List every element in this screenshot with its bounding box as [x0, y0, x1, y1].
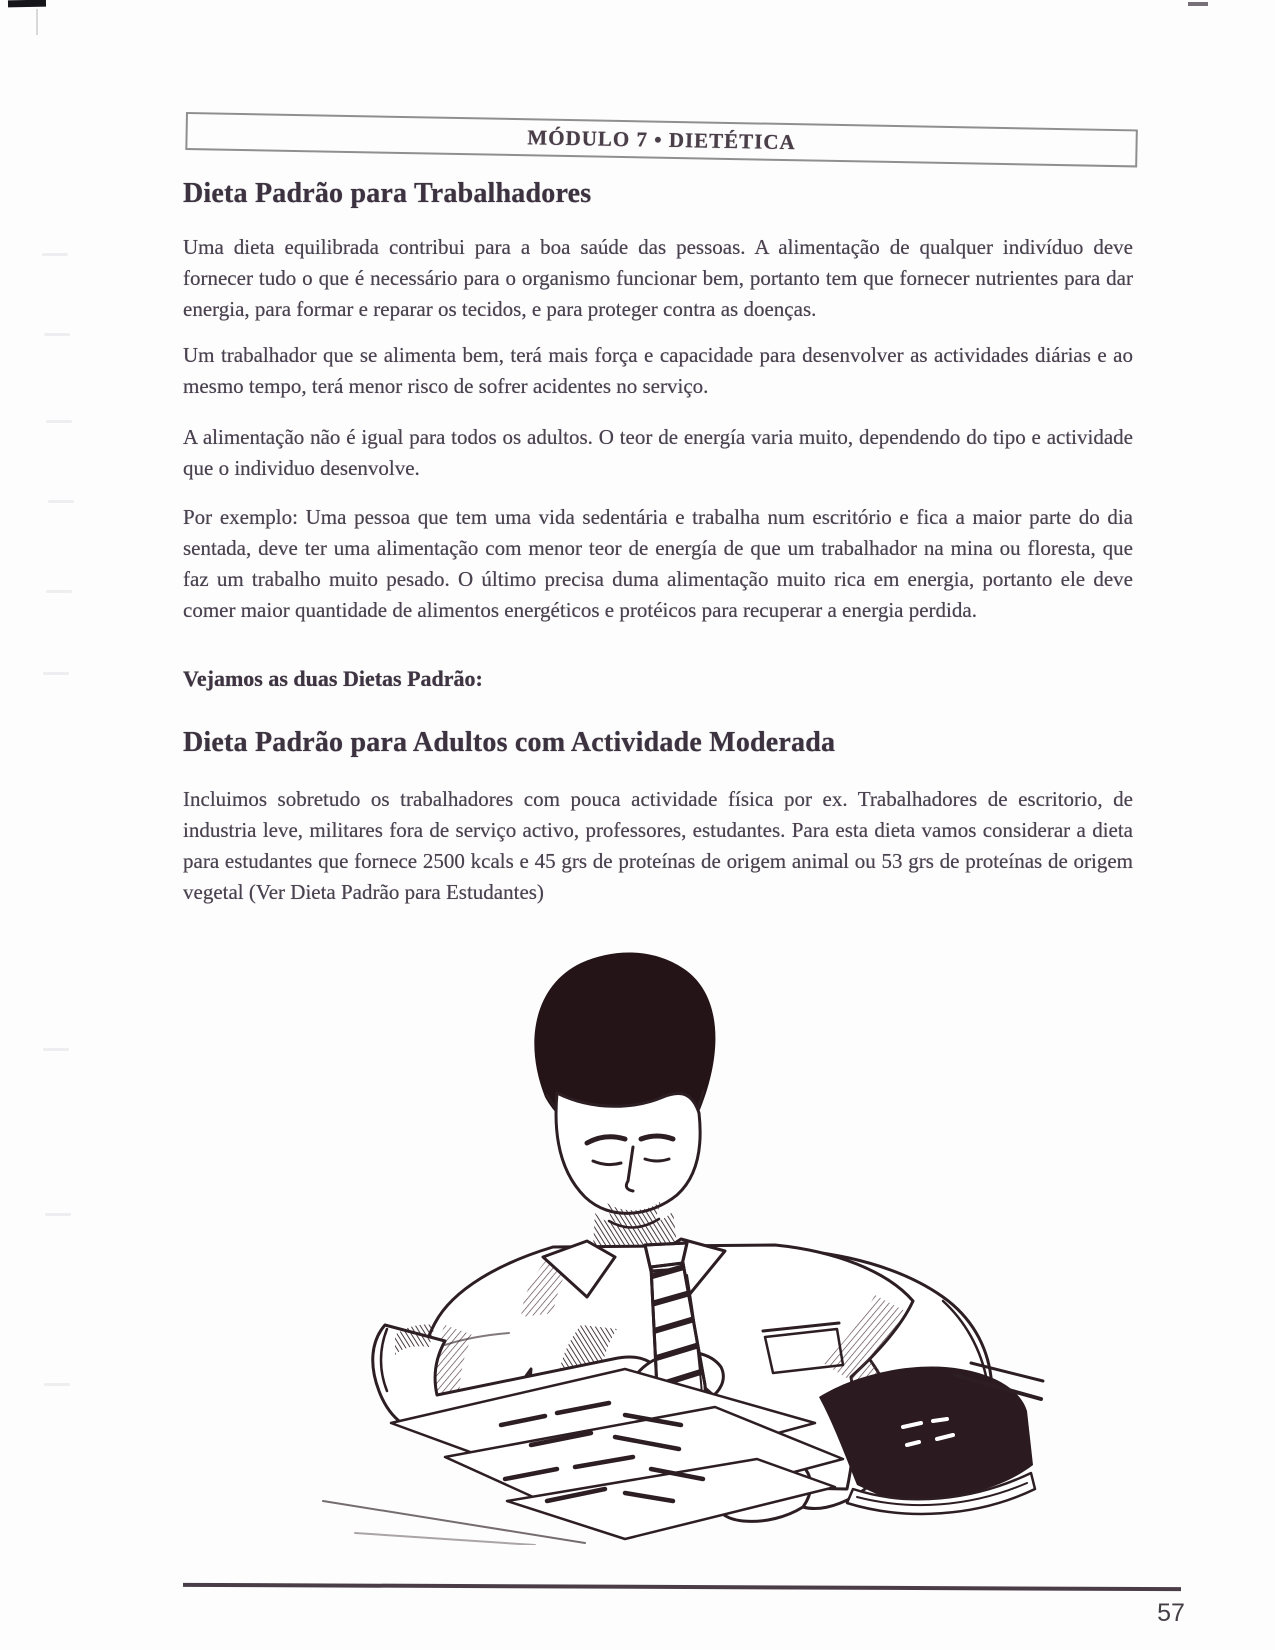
section-title-moderate-activity: Dieta Padrão para Adultos com Actividade Moderada	[183, 727, 836, 758]
section-title-workers-diet: Dieta Padrão para Trabalhadores	[183, 178, 592, 209]
scan-edge-mark	[43, 1048, 69, 1051]
scan-edge-mark	[46, 420, 72, 423]
scan-edge-mark	[46, 590, 72, 593]
module-header-title: MÓDULO 7 • DIETÉTICA	[527, 124, 796, 154]
lead-two-standard-diets: Vejamos as duas Dietas Padrão:	[183, 666, 483, 691]
module-header-banner	[185, 112, 1138, 167]
scan-edge-mark	[44, 1383, 70, 1386]
scan-edge-mark	[42, 253, 68, 256]
page-number: 57	[1157, 1599, 1185, 1627]
paragraph-balanced-diet: Uma dieta equilibrada contribui para a boa saúde das pessoas. A alimentação de qualquer indivíduo deve fornecer tudo o que é necessário para o organismo funcionar bem, portanto tem que fornecer nutrientes para dar energia, para formar e reparar os tecidos, e para proteger contra as doenças.	[183, 235, 1133, 321]
scan-artifact-top-right	[1188, 2, 1208, 6]
scan-edge-mark	[45, 1213, 71, 1216]
paragraph-moderate-activity: Incluimos sobretudo os trabalhadores com pouca actividade física por ex. Trabalhadores de escritorio, de industria leve, militares fora de serviço activo, professores, estudantes. Para esta dieta vamos considerar a dieta para estudantes que fornece 2500 kcals e 45 grs de proteínas de origem animal ou 53 grs de proteínas de origem vegetal (Ver Dieta Padrão para Estudantes)	[183, 787, 1133, 904]
paragraph-worker-strength: Um trabalhador que se alimenta bem, terá mais força e capacidade para desenvolver as actividades diárias e ao mesmo tempo, terá menor risco de sofrer acidentes no serviço.	[183, 343, 1133, 398]
scan-edge-mark	[48, 500, 74, 503]
scan-artifact-tick	[36, 9, 38, 35]
paragraph-example-sedentary: Por exemplo: Uma pessoa que tem uma vida sedentária e trabalha num escritório e fica a maior parte do dia sentada, deve ter uma alimentação com menor teor de energía de que um trabalhador na mina ou floresta, que faz um trabalho muito pesado. O último precisa duma alimentação muito rica em energia, portanto ele deve comer maior quantidade de alimentos energéticos e protéicos para recuperar a energia perdida.	[183, 505, 1133, 622]
scan-edge-mark	[44, 333, 70, 336]
scan-artifact-corner	[8, 0, 46, 7]
paragraph-energy-varies: A alimentação não é igual para todos os adultos. O teor de energía varia muito, dependendo do tipo e actividade que o individuo desenvolve.	[183, 425, 1133, 480]
illustration-student-writing	[295, 945, 1045, 1545]
scan-edge-mark	[43, 672, 69, 675]
footer-rule	[183, 1583, 1181, 1591]
